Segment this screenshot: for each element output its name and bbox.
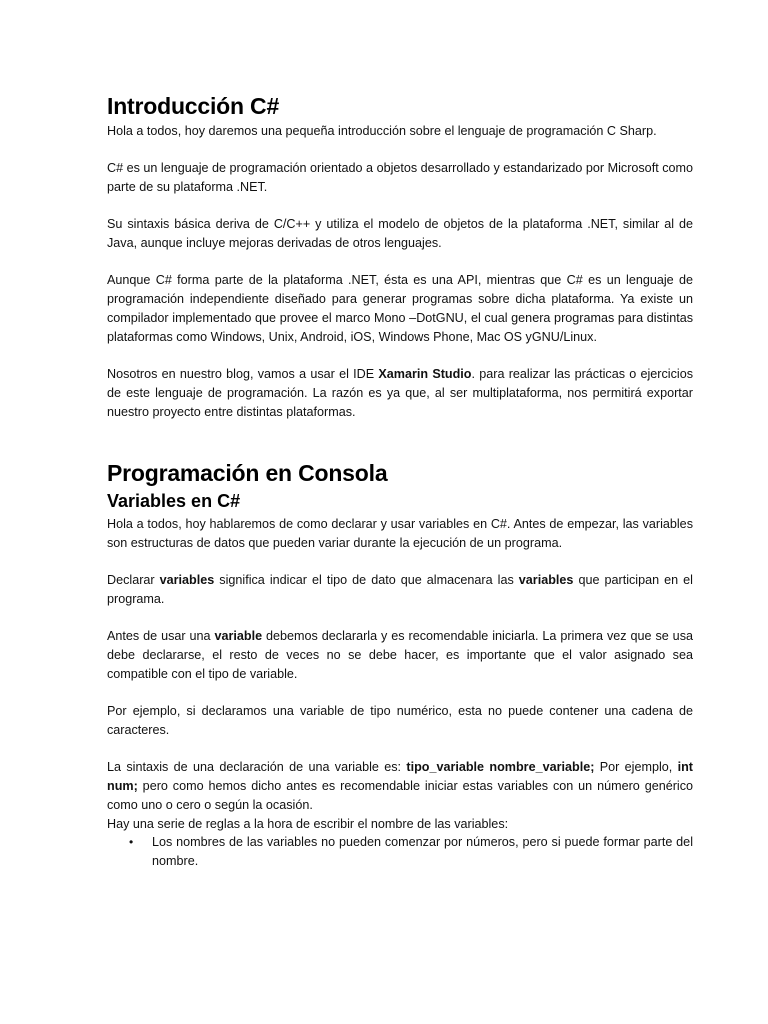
variables-paragraph-2 — [107, 571, 693, 609]
bullet-icon: • — [129, 835, 134, 850]
variables-subheading: Variables en C# — [107, 491, 241, 512]
variables-paragraph-3 — [107, 627, 693, 683]
variables-paragraph-6: Hay una serie de reglas a la hora de escribir el nombre de las variables: — [107, 816, 509, 831]
p5-bold-int-num: int num; — [107, 760, 693, 794]
intro-paragraph-4: Aunque C# forma parte de la plataforma .NET, ésta es una API, mientras que C# es un lenguaje de programación independiente diseñado para generar programas sobre dicha plataforma. Ya existe un compilador implementado que provee el marco Mono –DotGNU, el cual genera programas para distintas plataformas como Windows, Unix, Android, iOS, Windows Phone, Mac OS yGNU/Linux. — [107, 273, 693, 344]
p3-bold-variable: variable — [214, 629, 263, 644]
list-item-text: Los nombres de las variables no pueden comenzar por números, pero si puede formar parte del nombre. — [152, 835, 693, 869]
p2-text-e: que participan en el programa. — [107, 573, 693, 606]
p2-text-c: significa indicar el tipo de dato que almacenara las — [214, 573, 519, 588]
p3-text-a: Antes de usar una — [107, 629, 215, 644]
intro-paragraph-2: C# es un lenguaje de programación orientado a objetos desarrollado y estandarizado por Microsoft como parte de su plataforma .NET. — [107, 161, 693, 195]
p2-text-a: Declarar — [107, 573, 160, 588]
p2-bold-variables-2: variables — [518, 573, 574, 588]
variables-paragraph-4: Por ejemplo, si declaramos una variable de tipo numérico, esta no puede contener una cadena de caracteres. — [107, 704, 693, 737]
p5-text-c: Por ejemplo, — [594, 760, 678, 775]
p5-text-a: La sintaxis de una declaración de una variable es: — [107, 760, 407, 775]
intro-heading: Introducción C# — [107, 93, 280, 119]
p5-bold-syntax: tipo_variable nombre_variable; — [406, 760, 595, 775]
intro-paragraph-1: Hola a todos, hoy daremos una pequeña introducción sobre el lenguaje de programación C Sharp. — [107, 124, 657, 138]
rules-list — [107, 833, 693, 871]
variables-paragraph-1: Hola a todos, hoy hablaremos de como declarar y usar variables en C#. Antes de empezar, las variables son estructuras de datos que pueden variar durante la ejecución de un programa. — [107, 517, 693, 550]
section-spacer — [107, 440, 693, 459]
p5-text-e: pero como hemos dicho antes es recomendable iniciar estas variables con un número genérico como uno o cero o según la ocasión. — [107, 779, 693, 812]
intro-paragraph-3: Su sintaxis básica deriva de C/C++ y utiliza el modelo de objetos de la plataforma .NET, similar al de Java, aunque incluye mejoras derivadas de otros lenguajes. — [107, 217, 693, 251]
console-heading: Programación en Consola — [107, 460, 388, 487]
xamarin-studio-bold: Xamarin Studio — [378, 367, 472, 382]
intro-paragraph-5 — [107, 365, 693, 421]
variables-paragraph-5 — [107, 758, 693, 814]
intro-p5-text-a: Nosotros en nuestro blog, vamos a usar el IDE — [107, 367, 379, 382]
p2-bold-variables-1: variables — [159, 573, 215, 588]
list-item — [107, 833, 693, 871]
p3-text-c: debemos declararla y es recomendable iniciarla. La primera vez que se usa debe declararse, el resto de veces no se debe hacer, es importante que el valor asignado sea compatible con el tipo de variable. — [107, 629, 693, 681]
intro-p5-text-b: . para realizar las prácticas o ejercicios de este lenguaje de programación. La razón es ya que, al ser multiplataforma, nos permitirá exportar nuestro proyecto entre distintas plataformas. — [107, 367, 693, 419]
